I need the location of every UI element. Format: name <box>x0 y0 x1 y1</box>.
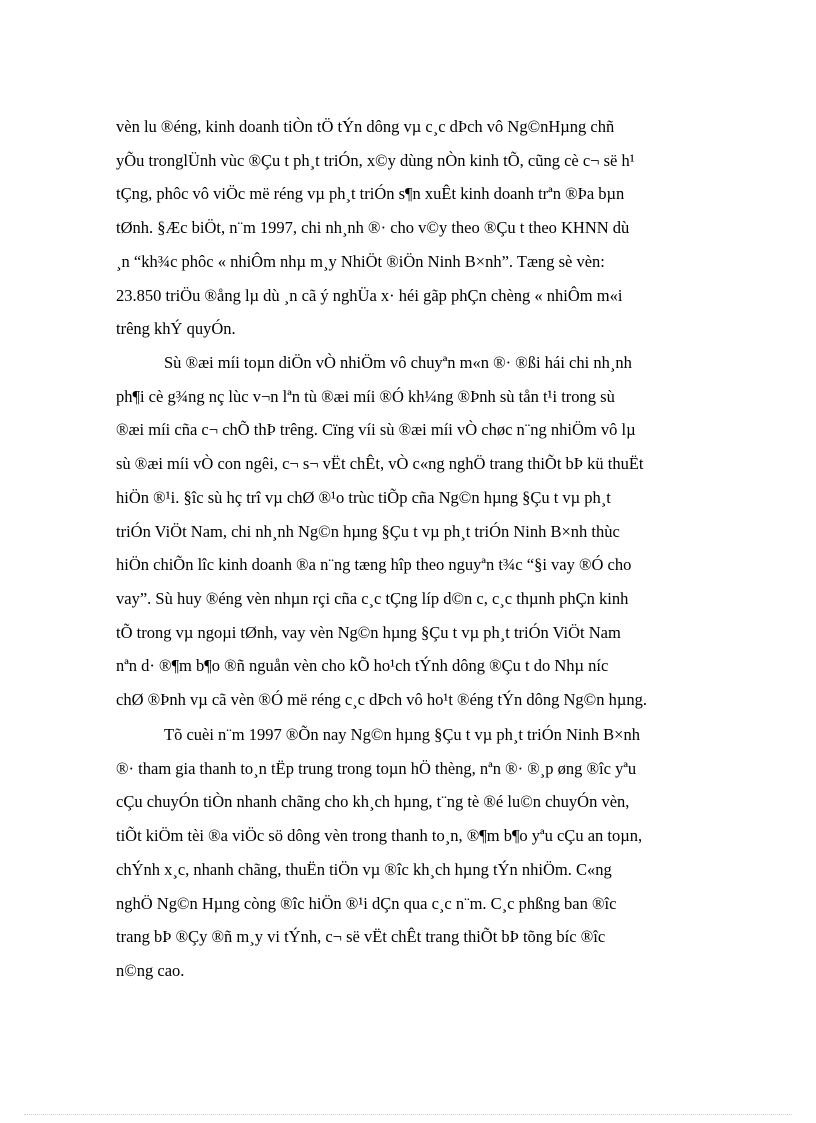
paragraph-line: tiÕt kiÖm tèi ®a viÖc sö dông vèn trong thanh to¸n, ®¶m b¶o yªu cÇu an toµn, <box>116 826 643 846</box>
paragraph-line: 23.850 triÖu ®ång lµ dù ¸n cã ý nghÜa x· héi gãp phÇn chèng « nhiÔm m«i <box>116 285 623 305</box>
paragraph-line: ®æi míi cña c¬ chÕ thÞ trêng. Cïng víi sù ®æi míi vÒ chøc n¨ng nhiÖm vô lµ <box>116 420 636 440</box>
paragraph-line: ®· tham gia thanh to¸n tËp trung trong toµn hÖ thèng, nªn ®· ®¸p øng ®îc yªu <box>116 758 637 778</box>
paragraph-line: hiÖn chiÕn lîc kinh doanh ®a n¨ng tæng hîp theo nguyªn t¾c “§i vay ®Ó cho <box>116 555 632 575</box>
paragraph-line: vay”. Sù huy ®éng vèn nhµn rçi cña c¸c tÇng líp d©n c, c¸c thµnh phÇn kinh <box>116 588 629 608</box>
paragraph-1 <box>116 110 768 346</box>
paragraph-line: nªn d· ®¶m b¶o ®ñ nguån vèn cho kÕ ho¹ch tÝnh dông ®Çu t do Nhµ níc <box>116 656 609 676</box>
paragraph-line: tÇng, phôc vô viÖc më réng vµ ph¸t triÓn s¶n xuÊt kinh doanh trªn ®Þa bµn <box>116 184 625 204</box>
page-bottom-rule <box>24 1114 792 1115</box>
paragraph-line: Sù ®æi míi toµn diÖn vÒ nhiÖm vô chuyªn m«n ®· ®ßi hái chi nh¸nh <box>164 353 632 372</box>
paragraph-line: sù ®æi míi vÒ con ngêi, c¬ s¬ vËt chÊt, vÒ c«ng nghÖ trang thiÕt bÞ kü thuËt <box>116 454 644 474</box>
paragraph-line: chÝnh x¸c, nhanh chãng, thuËn tiÖn vµ ®îc kh¸ch hµng tÝn nhiÖm. C«ng <box>116 859 612 879</box>
paragraph-line: hiÖn ®¹i. §îc sù hç trî vµ chØ ®¹o trùc tiÕp cña Ng©n hµng §Çu t vµ ph¸t <box>116 487 611 507</box>
paragraph-line: tØnh. §Æc biÖt, n¨m 1997, chi nh¸nh ®· cho v©y theo ®Çu t theo KHNN dù <box>116 218 630 238</box>
paragraph-line: trang bÞ ®Çy ®ñ m¸y vi tÝnh, c¬ së vËt chÊt trang thiÕt bÞ tõng bíc ®îc <box>116 927 606 947</box>
paragraph-line: yÕu tronglÜnh vùc ®Çu t ph¸t triÓn, x©y dùng nÒn kinh tÕ, cũng cè c¬ së h¹ <box>116 150 635 170</box>
paragraph-line: nghÖ Ng©n Hµng còng ®îc hiÖn ®¹i dÇn qua c¸c n¨m. C¸c phßng ban ®îc <box>116 893 617 913</box>
paragraph-line: vèn lu ®éng, kinh doanh tiÒn tÖ tÝn dông vµ c¸c dÞch vô Ng©nHµng chñ <box>116 117 615 136</box>
paragraph-line: n©ng cao. <box>116 960 185 980</box>
paragraph-2 <box>116 346 768 717</box>
paragraph-line: trêng khÝ quyÓn. <box>116 319 236 339</box>
paragraph-line: tÕ trong vµ ngoµi tØnh, vay vèn Ng©n hµng §Çu t vµ ph¸t triÓn ViÖt Nam <box>116 622 621 642</box>
paragraph-line: cÇu chuyÓn tiÒn nhanh chãng cho kh¸ch hµng, t¨ng tè ®é lu©n chuyÓn vèn, <box>116 792 630 812</box>
paragraph-line: ¸n “kh¾c phôc « nhiÔm nhµ m¸y NhiÖt ®iÖn Ninh B×nh”. Tæng sè vèn: <box>116 251 605 271</box>
paragraph-line: ph¶i cè g¾ng nç lùc v¬n lªn tù ®æi míi ®Ó kh¼ng ®Þnh sù tån t¹i trong sù <box>116 386 615 406</box>
paragraph-line: triÓn ViÖt Nam, chi nh¸nh Ng©n hµng §Çu t vµ ph¸t triÓn Ninh B×nh thùc <box>116 521 620 541</box>
paragraph-3 <box>116 718 768 988</box>
paragraph-line: Tõ cuèi n¨m 1997 ®Õn nay Ng©n hµng §Çu t vµ ph¸t triÓn Ninh B×nh <box>164 725 640 744</box>
paragraph-line: chØ ®Þnh vµ cã vèn ®Ó më réng c¸c dÞch vô ho¹t ®éng tÝn dông Ng©n hµng. <box>116 690 647 710</box>
